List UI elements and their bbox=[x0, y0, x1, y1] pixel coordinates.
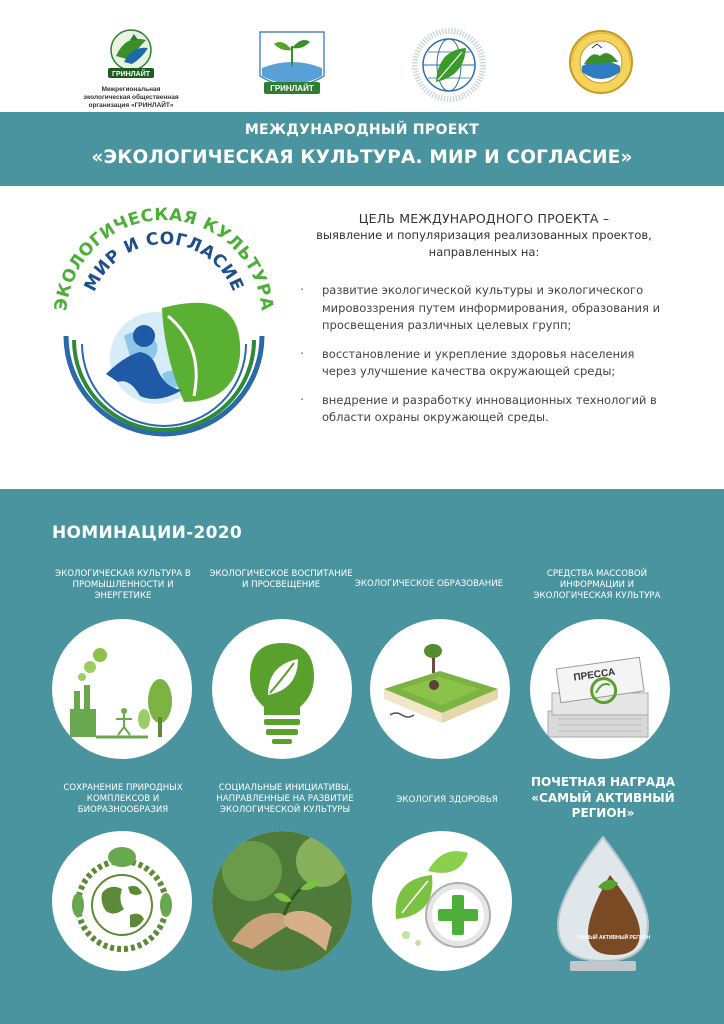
greenlight-badge-text: ГРИНЛАЙТ bbox=[112, 71, 150, 78]
emblem-arc-text-2: МИР И СОГЛАСИЕ bbox=[80, 228, 248, 295]
goal-heading-line2: выявление и популяризация реализованных проектов, bbox=[316, 228, 652, 242]
emblem-arc-text-1: ЭКОЛОГИЧЕСКАЯ КУЛЬТУРА bbox=[51, 206, 277, 313]
award-plaque-text: САМЫЙ АКТИВНЫЙ РЕГИОН bbox=[577, 935, 651, 941]
nomination-card-health[interactable] bbox=[372, 831, 512, 971]
award-trophy-icon[interactable] bbox=[548, 835, 658, 975]
industry-nature-icon bbox=[52, 619, 192, 759]
partner-logos bbox=[0, 0, 724, 112]
nomination-card-upbringing[interactable] bbox=[212, 619, 352, 759]
project-subtitle: МЕЖДУНАРОДНЫЙ ПРОЕКТ bbox=[244, 122, 480, 138]
greenlight-emblem-icon bbox=[86, 26, 176, 84]
nomination-label-upbringing: ЭКОЛОГИЧЕСКОЕ ВОСПИТАНИЕ И ПРОСВЕЩЕНИЕ bbox=[209, 569, 353, 590]
title-band bbox=[0, 112, 724, 186]
goal-item: · внедрение и разработку инновационных технологий в области охраны окружающей среды. bbox=[300, 392, 670, 427]
nominations-section bbox=[0, 489, 724, 1024]
project-emblem bbox=[44, 206, 284, 446]
press-word: ПРЕССА bbox=[572, 666, 616, 684]
greenlight-logo bbox=[76, 26, 186, 110]
nomination-label-social: СОЦИАЛЬНЫЕ ИНИЦИАТИВЫ, НАПРАВЛЕННЫЕ НА РАЗВИТИЕ ЭКОЛОГИЧЕСКОЙ КУЛЬТУРЫ bbox=[216, 783, 354, 815]
nomination-card-biodiversity[interactable] bbox=[52, 831, 192, 971]
nomination-label-biodiversity: СОХРАНЕНИЕ ПРИРОДНЫХ КОМПЛЕКСОВ И БИОРАЗНООБРАЗИЯ bbox=[63, 783, 183, 815]
nomination-label-media: СРЕДСТВА МАССОВОЙ ИНФОРМАЦИИ И ЭКОЛОГИЧЕСКАЯ КУЛЬТУРА bbox=[533, 569, 661, 601]
project-title: «ЭКОЛОГИЧЕСКАЯ КУЛЬТУРА. МИР И СОГЛАСИЕ» bbox=[91, 147, 633, 168]
goal-heading-line1: ЦЕЛЬ МЕЖДУНАРОДНОГО ПРОЕКТА – bbox=[358, 211, 610, 226]
newspaper-stack-icon bbox=[530, 619, 670, 759]
goal-heading-line3: направленных на: bbox=[428, 245, 540, 259]
international-eco-movement-logo bbox=[408, 26, 490, 104]
nomination-card-social[interactable] bbox=[212, 831, 352, 971]
greenlight-caption: Межрегиональная экологическая общественная организация «ГРИНЛАЙТ» bbox=[83, 86, 179, 109]
nomination-label-education: ЭКОЛОГИЧЕСКОЕ ОБРАЗОВАНИЕ bbox=[354, 579, 504, 589]
globe-leaf-icon bbox=[408, 26, 490, 104]
nomination-label-industry: ЭКОЛОГИЧЕСКАЯ КУЛЬТУРА В ПРОМЫШЛЕННОСТИ И ЭНЕРГЕТИКЕ bbox=[55, 569, 191, 601]
society-seal-icon bbox=[566, 26, 636, 100]
earth-nature-icon bbox=[52, 831, 192, 971]
award-title: ПОЧЕТНАЯ НАГРАДА «САМЫЙ АКТИВНЫЙ РЕГИОН» bbox=[530, 775, 676, 820]
hands-sprout-icon bbox=[212, 831, 352, 971]
nomination-label-health: ЭКОЛОГИЯ ЗДОРОВЬЯ bbox=[396, 795, 498, 805]
leaf-bulb-icon bbox=[212, 619, 352, 759]
sprout-badge-icon bbox=[252, 26, 332, 100]
nominations-title: НОМИНАЦИИ-2020 bbox=[52, 523, 243, 543]
nomination-card-media[interactable] bbox=[530, 619, 670, 759]
greenlight-international-logo bbox=[252, 26, 332, 100]
goal-heading bbox=[298, 210, 670, 261]
green-book-icon bbox=[370, 619, 510, 759]
nomination-card-industry[interactable] bbox=[52, 619, 192, 759]
nomination-card-education[interactable] bbox=[370, 619, 510, 759]
health-cross-icon bbox=[372, 831, 512, 971]
goal-item: · восстановление и укрепление здоровья населения через улучшение качества окружающей среды; bbox=[300, 346, 670, 381]
nature-protection-society-logo bbox=[566, 26, 636, 100]
goal-item: · развитие экологической культуры и экологического мировоззрения путем информирования, образования и просвещения различных целевых групп; bbox=[300, 282, 670, 335]
greenlight-intl-badge-text: ГРИНЛАЙТ bbox=[270, 84, 314, 93]
goal-list bbox=[300, 282, 670, 438]
goal-section bbox=[0, 186, 724, 489]
